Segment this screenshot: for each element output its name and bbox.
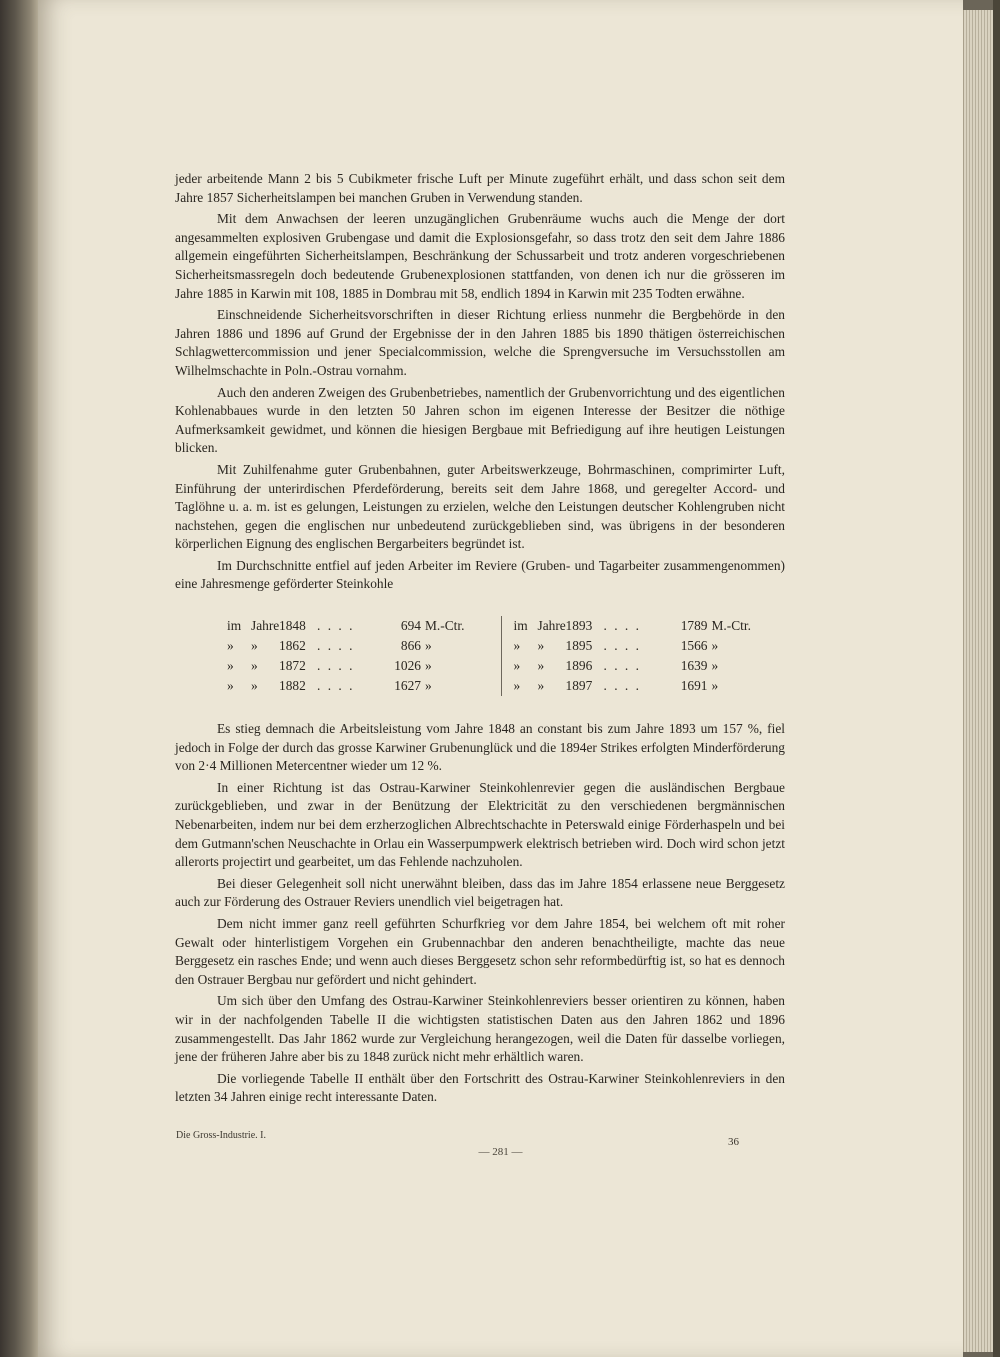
table-cell-leader: . . . . <box>317 678 355 694</box>
paragraph: Um sich über den Umfang des Ostrau-Karwiner Steinkohlenreviers besser orientiren zu können, haben wir in der nachfolgenden Tabelle II die wichtigsten statistischen Daten aus den Jahren 1862 und 1896 zusammengestellt. Das Jahr 1862 wurde zur Vergleichung herangezogen, weil die Daten für dasselbe vorliegen, jene der früheren Jahre aber bis zu 1848 zurück nicht mehr erhältlich waren. <box>175 993 785 1065</box>
paragraph: jeder arbeitende Mann 2 bis 5 Cubikmeter frische Luft per Minute zugeführt erhält, und dass schon seit dem Jahre 1857 Sicherheitslampen bei manchen Gruben in Verwendung standen. <box>175 171 785 205</box>
table-cell: Jahre <box>251 618 280 634</box>
output-per-worker-table <box>227 616 787 696</box>
table-cell-year: 1862 <box>279 638 306 654</box>
table-cell-unit: » <box>711 638 719 654</box>
table-column-left <box>227 616 501 696</box>
table-cell-leader: . . . . <box>603 638 641 654</box>
table-cell-leader: . . . . <box>317 638 355 654</box>
table-cell: » <box>537 658 545 674</box>
paragraph: Die vorliegende Tabelle II enthält über den Fortschritt des Ostrau-Karwiner Steinkohlenreviers in den letzten 34 Jahren einige recht interessante Daten. <box>175 1070 785 1105</box>
table-cell-year: 1882 <box>279 678 306 694</box>
paragraph: Es stieg demnach die Arbeitsleistung vom Jahre 1848 an constant bis zum Jahre 1893 um 157 %, fiel jedoch in Folge der durch das grosse Karwiner Grubenunglück und die 1894er Strikes erfolgten Minderförderung von 2·4 Millionen Metercentner wieder um 12 %. <box>175 721 785 774</box>
table-cell-year: 1848 <box>279 618 306 634</box>
table-row <box>514 676 788 696</box>
table-cell: » <box>513 658 521 674</box>
table-row <box>227 616 501 636</box>
table-cell: » <box>513 638 521 654</box>
body-text <box>175 170 785 1110</box>
table-row <box>227 656 501 676</box>
paragraph: Einschneidende Sicherheitsvorschriften in dieser Richtung erliess nunmehr die Bergbehörde in den Jahren 1886 und 1896 auf Grund der Ergebnisse der in den Jahren 1885 bis 1890 thätigen österreichischen Schlagwettercommission und jener Specialcommission, welche die Sprengversuche im Versuchsstollen am Wilhelmschachte in Poln.-Ostrau vornahm. <box>175 307 785 378</box>
table-cell: » <box>227 658 234 674</box>
table-cell-unit: » <box>425 658 432 674</box>
paragraph: In einer Richtung ist das Ostrau-Karwiner Steinkohlenrevier gegen die ausländischen Bergbaue zurückgeblieben, und zwar in der Benützung der Elektricität zu den verschiedenen bergmännischen Nebenarbeiten, indem nur bei dem erzherzoglichen Albrechtschachte in Peterswald einige Förderhaspeln und bei dem Gutmann'schen Neuschachte in Orlau ein Wasserpumpwerk elektrisch betrieben wird. Doch wird schon jetzt allerorts projectirt und gearbeitet, um das Fehlende nachzuholen. <box>175 779 785 870</box>
table-cell: im <box>227 618 242 634</box>
table-cell: » <box>227 638 234 654</box>
table-cell: » <box>227 678 234 694</box>
table-cell-leader: . . . . <box>603 678 641 694</box>
paragraph: Mit dem Anwachsen der leeren unzugänglichen Grubenräume wuchs auch die Menge der dort angesammelten explosiven Grubengase und damit die Explosionsgefahr, so dass trotz den seit dem Jahre 1886 allgemein eingeführten Sicherheitslampen, Beschränkung der Schussarbeit und trotz anderen vorgeschriebenen Sicherheitsmassregeln doch bedeutende Grubenexplosionen stattfanden, von denen ich nur die grösseren im Jahre 1885 in Karwin mit 108, 1885 in Dombrau mit 58, endlich 1894 in Karwin mit 235 Todten erwähne. <box>175 211 785 301</box>
table-row <box>514 636 788 656</box>
table-cell-unit: M.-Ctr. <box>425 618 465 634</box>
page-number: — 281 — <box>478 1146 523 1158</box>
table-cell: » <box>537 638 545 654</box>
book-binding <box>0 0 38 1357</box>
table-cell-leader: . . . . <box>603 658 641 674</box>
book-page <box>38 0 963 1357</box>
book-cover-edge <box>993 0 1000 1357</box>
table-cell-leader: . . . . <box>603 618 641 634</box>
table-cell: » <box>537 678 545 694</box>
table-cell-year: 1895 <box>565 638 593 654</box>
table-cell-value: 1691 <box>680 678 708 694</box>
table-cell: Jahre <box>537 618 566 634</box>
table-column-right <box>501 616 788 696</box>
table-cell: » <box>513 678 521 694</box>
table-cell-value: 1026 <box>394 658 421 674</box>
table-row <box>227 636 501 656</box>
table-row <box>227 676 501 696</box>
table-cell-value: 694 <box>400 618 421 634</box>
paragraph: Bei dieser Gelegenheit soll nicht unerwähnt bleiben, dass das im Jahre 1854 erlassene neue Berggesetz auch zur Förderung des Ostrauer Reviers unendlich viel beigetragen hat. <box>175 875 785 910</box>
table-cell: » <box>251 658 258 674</box>
table-cell-value: 1789 <box>680 618 708 634</box>
table-cell-leader: . . . . <box>317 618 355 634</box>
paragraph: Im Durchschnitte entfiel auf jeden Arbeiter im Reviere (Gruben- und Tagarbeiter zusammengenommen) eine Jahresmenge geförderter Steinkohle <box>175 557 785 592</box>
table-cell-unit: » <box>711 678 719 694</box>
table-cell-year: 1872 <box>279 658 306 674</box>
table-cell-value: 1639 <box>680 658 708 674</box>
table-cell-unit: M.-Ctr. <box>711 618 751 634</box>
paragraph: Dem nicht immer ganz reell geführten Schurfkrieg vor dem Jahre 1854, bei welchem oft mit roher Gewalt oder hinterlistigem Vorgehen ein Grubennachbar den anderen benachtheiligte, machte das neue Berggesetz ein rasches Ende; und wenn auch dieses Berggesetz schon sehr reformbedürftig ist, so hat es dennoch den Ostrauer Bergbau nur gefördert und nicht gehindert. <box>175 916 785 987</box>
table-cell: » <box>251 638 258 654</box>
table-row <box>514 616 788 636</box>
table-cell: » <box>251 678 258 694</box>
table-cell: im <box>513 618 528 634</box>
table-cell-year: 1896 <box>565 658 593 674</box>
table-cell-unit: » <box>425 638 432 654</box>
table-cell-unit: » <box>425 678 432 694</box>
paragraph: Auch den anderen Zweigen des Grubenbetriebes, namentlich der Grubenvorrichtung und des eigentlichen Kohlenabbaues wurde in den letzten 50 Jahren schon im eigenen Interesse der Besitzer die nöthige Aufmerksamkeit gewidmet, und können die hiesigen Bergbaue mit Befriedigung auf ihre heutigen Leistungen blicken. <box>175 384 785 456</box>
table-row <box>514 656 788 676</box>
table-cell-leader: . . . . <box>317 658 355 674</box>
page-stack-edge <box>963 10 994 1352</box>
table-cell-value: 1566 <box>680 638 708 654</box>
footer-signature-number: 36 <box>728 1136 739 1148</box>
table-cell-value: 1627 <box>394 678 421 694</box>
table-cell-unit: » <box>711 658 719 674</box>
table-cell-year: 1893 <box>565 618 593 634</box>
table-cell-year: 1897 <box>565 678 593 694</box>
table-cell-value: 866 <box>400 638 421 654</box>
paragraph: Mit Zuhilfenahme guter Grubenbahnen, guter Arbeitswerkzeuge, Bohrmaschinen, comprimirter Luft, Einführung der unterirdischen Pferdeförderung, bereits seit dem Jahre 1868, und geregelter Accord- und Taglöhne u. a. m. ist es gelungen, Leistungen zu erzielen, welche den Leistungen deutscher Kohlengruben nicht nachstehen, gegen die englischen nur unbedeutend zurückgeblieben sind, was übrigens in der besonderen körperlichen Eignung des englischen Bergarbeiters begründet ist. <box>175 461 785 552</box>
footer-series-title: Die Gross-Industrie. I. <box>176 1130 266 1141</box>
